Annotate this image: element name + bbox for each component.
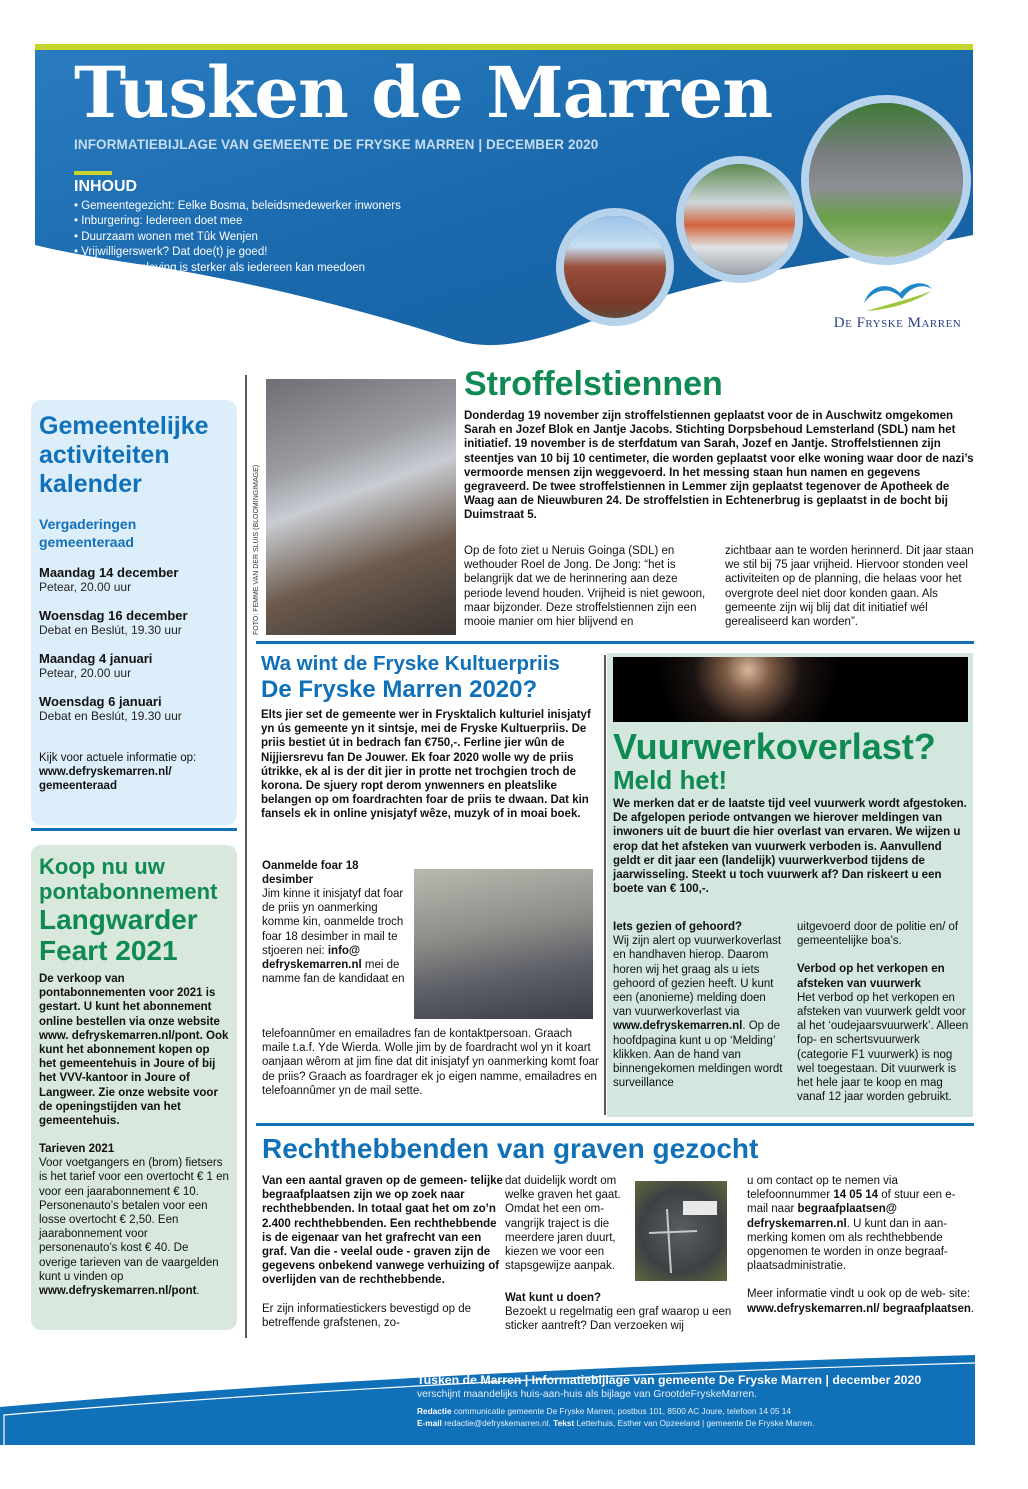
calendar-title: Gemeentelijke activiteiten kalender [39,412,209,498]
paragraph-text: Wij zijn alert op vuurwerkoverlast en handhaven hierop. Daarom horen wij het graag als u iets gehoord of gezien heeft. U kunt een (anonieme) melding doen van vuurwerkoverlast via [613,935,782,1019]
paragraph-text: of stuur een e-mail naar [747,1189,956,1216]
article-column [505,1291,740,1334]
contents-item[interactable]: • Inburgering: Iedereen doet mee [74,215,243,228]
divider [256,641,974,644]
paragraph-text: u om contact op te nemen via telefoonnummer [747,1175,898,1202]
masthead-title: Tusken de Marren [74,51,773,134]
phone-number[interactable]: 14 05 14 [833,1189,879,1202]
article-column [613,920,787,1104]
article-title: Vuurwerkoverlast? [613,726,936,767]
paragraph-text: Het verbod op het verkopen en afsteken van vuurwerk geldt voor al het ‘oudejaarsvuurwerk’. Alleen fop- en schertsvuurwerk (categorie F1 vuurwerk) is nog wel toegestaan. Dit vuurwerk is het hele jaar te koop en mag vanaf 12 jaar worden gebruikt. [797,991,969,1104]
redaction-address: communicatie gemeente De Fryske Marren, postbus 101, 8500 AC Joure, telefoon 14 05 14 [451,1406,792,1416]
article-subheading: Wat kunt u doen? [505,1292,602,1304]
masthead-subtitle: INFORMATIEBIJLAGE VAN GEMEENTE DE FRYSKE MARREN | DECEMBER 2020 [74,137,599,152]
municipality-logo [815,277,980,332]
photo-stumbling-stones [266,379,456,635]
article-column [262,1174,504,1330]
contents-item[interactable]: • Onze samenleving is sterker als iedereen kan meedoen [74,261,366,274]
contents-item[interactable]: • Duurzaam wonen met Tûk Wenjen [74,230,258,243]
photo-aerial-canal [801,95,971,265]
label: E-mail [417,1417,442,1428]
contents-list [74,199,401,276]
article-column: zichtbaar aan te worden herinnerd. Dit jaar staan we stil bij 75 jaar vrijheid. Hiervoor stonden veel activiteiten op de planning, die helaas voor het overgrote deel niet door konden gaan. Als gemeente zijn wij blij dat dit initiatief wél gerealiseerd kan worden”. [725,545,974,629]
paragraph-text: Er zijn informatiestickers bevestigd op de betreffende grafstenen, zo- [262,1302,472,1329]
column-divider [245,375,247,1338]
paragraph-text: Bezoekt u regelmatig een graf waarop u een sticker aantreft? Dan verzoeken wij [505,1306,732,1333]
wave-logo-icon [860,277,935,313]
logo-text: De Fryske Marren [833,315,962,331]
article-body [464,544,974,629]
cross-icon [635,1181,727,1281]
article-column: Op de foto ziet u Neruis Goinga (SDL) en wethouder Roel de Jong. De Jong: “het is belangrijk dat we de herinnering aan deze periode levend houden. Vrijheid is niet gewoon, maar bijzonder. Deze stroffelstiennen zijn een mooie manier om hier blijvend en [464,545,706,629]
column-divider [604,655,606,1115]
calendar-item [39,651,229,680]
calendar-subtitle: Vergaderingen gemeenteraad [39,516,137,550]
calendar-desc: Petear, 20.00 uur [39,666,132,680]
website-link[interactable]: www.defryskemarren.nl/ begraafplaatsen [747,1302,971,1315]
photo-harbor [676,156,803,283]
colophon [417,1372,977,1429]
paragraph-text: Meer informatie vindt u ook op de web- site: [747,1288,971,1301]
calendar-date: Maandag 14 december [39,565,179,580]
calendar-date: Woensdag 6 januari [39,694,162,709]
article-title: Wa wint de Fryske Kultuerpriis [261,652,560,675]
redaction-email[interactable]: redactie@defryskemarren.nl. [441,1417,554,1428]
website-link[interactable]: www.defryskemarren.nl [613,1020,743,1033]
colophon-subtitle: verschijnt maandelijks huis-aan-huis als bijlage van GrootdeFryskeMarren. [417,1389,757,1400]
paragraph-text: Jim kinne it inisjatyf dat foar de priis yn oanmerking komme kin, oanmelde troch foar 18 desimber in mail te stjoeren nei: [262,888,404,957]
calendar-item [39,565,229,594]
divider [256,1123,974,1126]
article-title-line2: Meld het! [613,765,728,795]
calendar-box [31,400,237,825]
punctuation: . [196,1285,200,1298]
contents-heading: INHOUD [74,178,138,195]
calendar-date: Woensdag 16 december [39,608,188,623]
paragraph-text: uitgevoerd door de politie en/ of gemeentelijke boa’s. [797,921,959,948]
more-info [747,1287,975,1315]
article-title: Stroffelstiennen [464,365,723,403]
label: Redactie [417,1406,452,1416]
photo-prize-winners [414,869,593,1019]
article-column [797,920,971,1104]
calendar-more-info [39,751,229,793]
divider [31,828,237,831]
calendar-more-text: Kijk voor actuele informatie op: [39,752,197,764]
article-subheading: Verbod op het verkopen en afsteken van vuurwerk [797,963,945,990]
article-title: Rechthebbenden van graven gezocht [262,1133,759,1164]
ferry-box [31,845,237,1330]
ferry-rates [39,1156,229,1298]
article-lead: Donderdag 19 november zijn stroffelstiennen geplaatst voor de in Auschwitz omgekomen Sarah en Jozef Blok en Jantje Jacobs. Stichting Dorpsbehoud Lemsterland (SDL) nam het initiatief. 19 november is de sterfdatum van Sarah, Jozef en Jantje. Stroffelstiennen zijn steentjes van 10 bij 10 centimeter, die worden geplaatst voor elke woning waar door de nazi’s vermoorde mensen zijn weggevoerd. In het messing staan hun namen en gegevens gegraveerd. De twee stroffelstiennen in Lemmer zijn geplaatst tegenover de Apotheek de Waag aan de Nieuwburen 24. De stroffelstien in Echtenerbrug is geplaatst in de bocht bij Duimstraat 5. [464,410,974,522]
article-column [747,1174,975,1316]
contents-item[interactable]: • Gemeentegezicht: Eelke Bosma, beleidsmedewerker inwoners [74,200,401,212]
calendar-item [39,608,229,637]
paragraph-text: . U kunt dan in aan- merking komen om als rechthebbende opgenomen te worden in onze begraaf- plaatsadministratie. [747,1217,948,1273]
ferry-intro: De verkoop van pontabonnementen voor 2021 is gestart. U kunt het abonnement online bestellen via onze website www. defryskemarren.nl/pont. Ook kunt het abonnement kopen op het gemeentehuis in Joure of bij het VVV-kantoor in Joure of Langweer. Zie onze website voor de openingstijden van het gemeentehuis. [39,973,229,1128]
label: Tekst [553,1417,575,1428]
paragraph-text: mei de namme fan de kandidaat en [262,959,405,986]
article-lead: We merken dat er de laatste tijd veel vuurwerk wordt afgestoken. De afgelopen periode ontvangen we hierover meldingen van inwoners uit de buurt die hier overlast van ervaren. We wijzen u erop dat het afsteken van vuurwerk verboden is. Aanvullend geldt er dit jaar een (landelijk) vuurwerkverbod tijdens de jaarwisseling. Steekt u toch vuurwerk af? Dan riskeert u een boete van € 100,-. [613,798,967,896]
article-lead: Van een aantal graven op de gemeen- telijke begraafplaatsen zijn we op zoek naar rechthebbenden. In totaal gaat het om zo’n 2.400 rechthebbenden. Een rechthebbende is de eigenaar van het grafrecht van een graf. Van die - veelal oude - graven zijn de gegevens onbekend vanwege verhuizing of overlijden van de rechthebbende. [262,1175,503,1287]
ferry-title-large: Langwarder Feart 2021 [39,904,198,966]
contents-item[interactable]: • Vrijwilligerswerk? Dat doe(t) je goed! [74,246,268,259]
ferry-title-small: Koop nu uw pontabonnement [39,854,218,904]
calendar-desc: Petear, 20.00 uur [39,580,132,594]
colophon-title: Tusken de Marren | Informatiebijlage van gemeente De Fryske Marren | december 2020 [417,1373,922,1387]
calendar-desc: Debat en Beslút, 19.30 uur [39,623,182,637]
article-subheading: Oanmelde foar 18 desimber [262,860,359,887]
email-link[interactable]: info@ defryskemarren.nl [262,944,362,972]
calendar-item [39,694,229,723]
email-link[interactable]: begraafplaatsen@ defryskemarren.nl [747,1203,897,1230]
calendar-date: Maandag 4 januari [39,651,153,666]
article-paragraph: telefoannûmer en emailadres fan de kontaktpersoan. Graach maile t.a.f. Yde Wierda. Wolle jim by de foardracht wol yn it koart oanjaan wêrom at jim fine dat dit inisjatyf yn oanmerking komt foar de priis? Graach as foardrager ek jo eigen namme, emailadres en telefoannûmer yn de mail sette. [262,1028,599,1097]
ferry-link[interactable]: www.defryskemarren.nl/pont [39,1285,197,1298]
photo-credit: FOTO: FEMME VAN DER SLUIS (BLOOMINGIMAGE) [253,464,260,635]
article-column: dat duidelijk wordt om welke graven het gaat. Omdat het een om- vangrijk traject is die meerdere jaren duurt, kiezen we voor een stapsgewijze aanpak. [505,1175,621,1273]
text-credits: Letterhuis, Esther van Opzeeland | gemeente De Fryske Marren. [574,1417,815,1428]
punctuation: . [970,1302,975,1315]
ferry-rates-heading: Tarieven 2021 [39,1143,115,1156]
article-title-line2: De Fryske Marren 2020? [261,676,538,703]
calendar-desc: Debat en Beslút, 19.30 uur [39,709,182,723]
photo-fireworks [613,657,968,722]
colophon-details [417,1406,977,1429]
ferry-rates-text: Voor voetgangers en (brom) fietsers is het tarief voor een overtocht € 1 en voor een jaarabonnement € 10. Personenauto’s betalen voor een losse overtocht € 2,50. Een jaarabonnement voor personenauto’s kost € 40. De overige tarieven van de vaargelden kunt u vinden op [39,1157,229,1283]
photo-gravestone [635,1181,727,1281]
article-lead: Elts jier set de gemeente wer in Frysktalich kulturiel inisjatyf yn ús gemeente yn it sintsje, mei de Fryske Kultuerpriis. De priis bestiet út in bedrach fan €750,-. Ferline jier wûn de Nijjiersrevu fan De Jouwer. Ek foar 2020 wolle wy de priis útrikke, ek al is der dit jier in protte net trochgien troch de korona. De sjuery ropt derom ynwenners en pleatslike belangen op om foardrachten foar de priis te dwaan. Dat kin fansels ek in online ynisjatyf wêze, muzyk of in moai boek. [261,709,591,821]
article-subheading: Iets gezien of gehoord? [613,921,743,933]
calendar-link[interactable]: www.defryskemarren.nl/ gemeenteraad [39,766,172,792]
paragraph-text: . Op de hoofdpagina kunt u op ‘Melding’ klikken. Aan de hand van binnengekomen meldingen wordt surveillance [613,1020,783,1090]
article-body [613,920,971,1104]
photo-town-hall [556,208,674,326]
contents-accent-rule [74,171,112,175]
article-paragraph [262,887,412,986]
